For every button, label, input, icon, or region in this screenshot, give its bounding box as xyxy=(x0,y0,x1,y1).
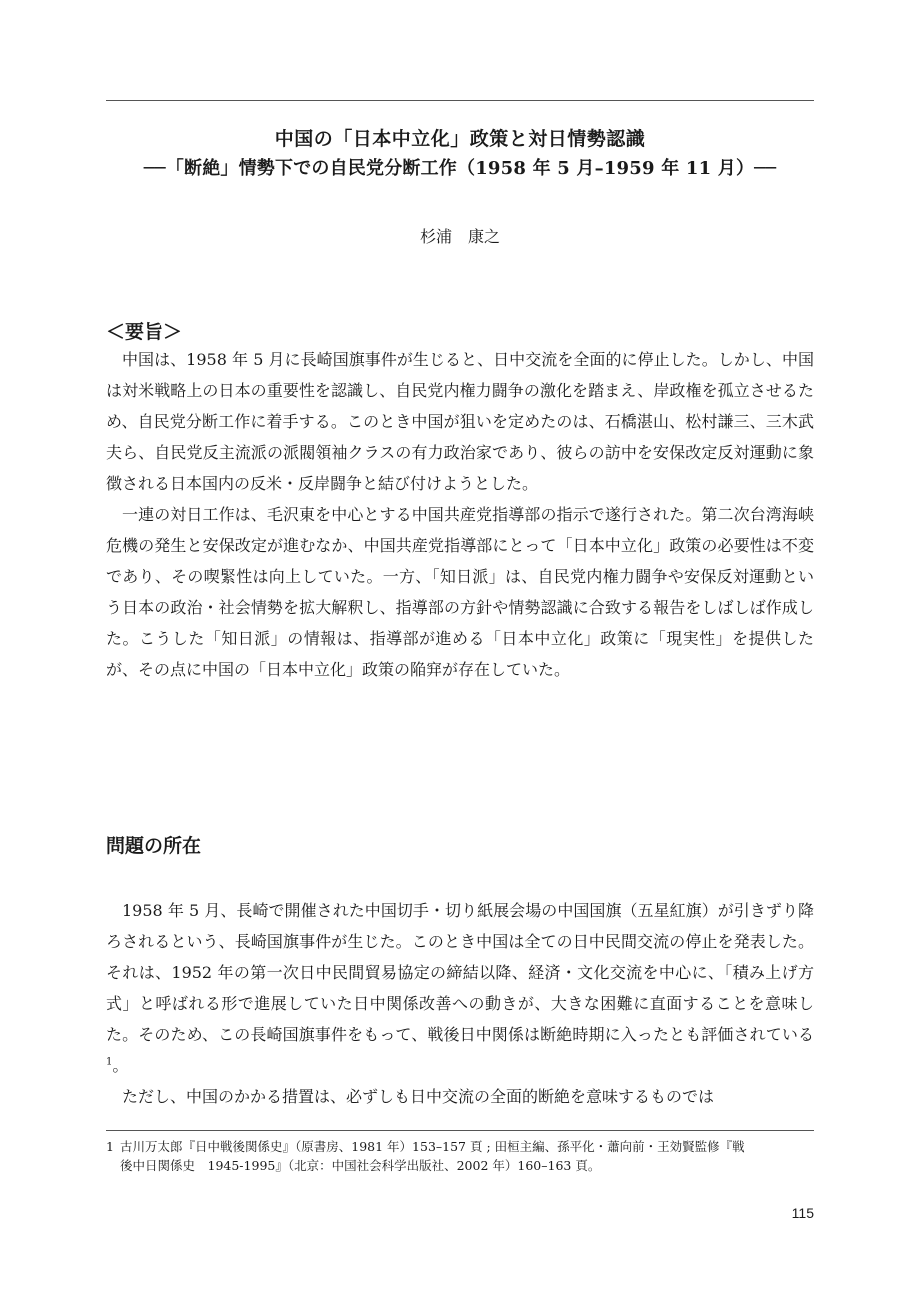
footnote-text-line2: 後中日関係史 1945-1995』（北京：中国社会科学出版社、2002 年）160–163 頁。 xyxy=(120,1158,601,1173)
footnote-rule xyxy=(106,1130,814,1131)
body-paragraph-text: 1958 年 5 月、長崎で開催された中国切手・切り紙展会場の中国国旗（五星紅旗）が引きずり降ろされるという、長崎国旗事件が生じた。このとき中国は全ての日中民間交流の停止を発表した。それは、1952 年の第一次日中民間貿易協定の締結以降、経済・文化交流を中心に、「積み上げ方式」と呼ばれる形で進展していた日中関係改善への動きが、大きな困難に直面することを意味した。そのため、この長崎国旗事件をもって、戦後日中関係は断絶時期に入ったとも評価されている xyxy=(106,901,814,1044)
page-number: 115 xyxy=(791,1205,814,1221)
body-paragraph: ただし、中国のかかる措置は、必ずしも日中交流の全面的断絶を意味するものでは xyxy=(122,1087,715,1106)
section-heading: 問題の所在 xyxy=(106,835,202,857)
abstract-paragraph: 一連の対日工作は、毛沢東を中心とする中国共産党指導部の指示で遂行された。第二次台湾海峡危機の発生と安保改定が進むなか、中国共産党指導部にとって「日本中立化」政策の必要性は不変であり、その喫緊性は向上していた。一方、「知日派」は、自民党内権力闘争や安保反対運動という日本の政治・社会情勢を拡大解釈し、指導部の方針や情勢認識に合致する報告をしばしば作成した。こうした「知日派」の情報は、指導部が進める「日本中立化」政策に「現実性」を提供したが、その点に中国の「日本中立化」政策の陥穽が存在していた。 xyxy=(106,505,814,679)
section-body xyxy=(106,895,814,1112)
abstract-heading: ＜要旨＞ xyxy=(106,321,183,343)
footnote xyxy=(106,1137,814,1175)
article-title: 中国の「日本中立化」政策と対日情勢認識 xyxy=(274,128,646,150)
abstract-paragraph: 中国は、1958 年 5 月に長崎国旗事件が生じると、日中交流を全面的に停止した。しかし、中国は対米戦略上の日本の重要性を認識し、自民党内権力闘争の激化を踏まえ、岸政権を孤立させるため、自民党分断工作に着手する。このとき中国が狙いを定めたのは、石橋湛山、松村謙三、三木武夫ら、自民党反主流派の派閥領袖クラスの有力政治家であり、彼らの訪中を安保改定反対運動に象徴される日本国内の反米・反岸闘争と結び付けようとした。 xyxy=(106,350,814,493)
body-paragraph xyxy=(106,895,814,1081)
author-name: 杉浦 康之 xyxy=(419,227,500,246)
article-subtitle: ──「断絶」情勢下での自民党分断工作（1958 年 5 月–1959 年 11 月）── xyxy=(143,158,777,179)
footnote-text-line1: 古川万太郎『日中戦後関係史』（原書房、1981 年）153–157 頁 ; 田桓主編、孫平化・蕭向前・王効賢監修『戦 xyxy=(120,1139,745,1154)
top-rule xyxy=(106,100,814,101)
body-paragraph-end: 。 xyxy=(112,1056,129,1075)
footnote-number: 1 xyxy=(106,1139,114,1154)
title-block xyxy=(80,124,840,184)
abstract-body xyxy=(106,344,814,685)
footnote-reference[interactable]: 1 xyxy=(106,1056,113,1068)
